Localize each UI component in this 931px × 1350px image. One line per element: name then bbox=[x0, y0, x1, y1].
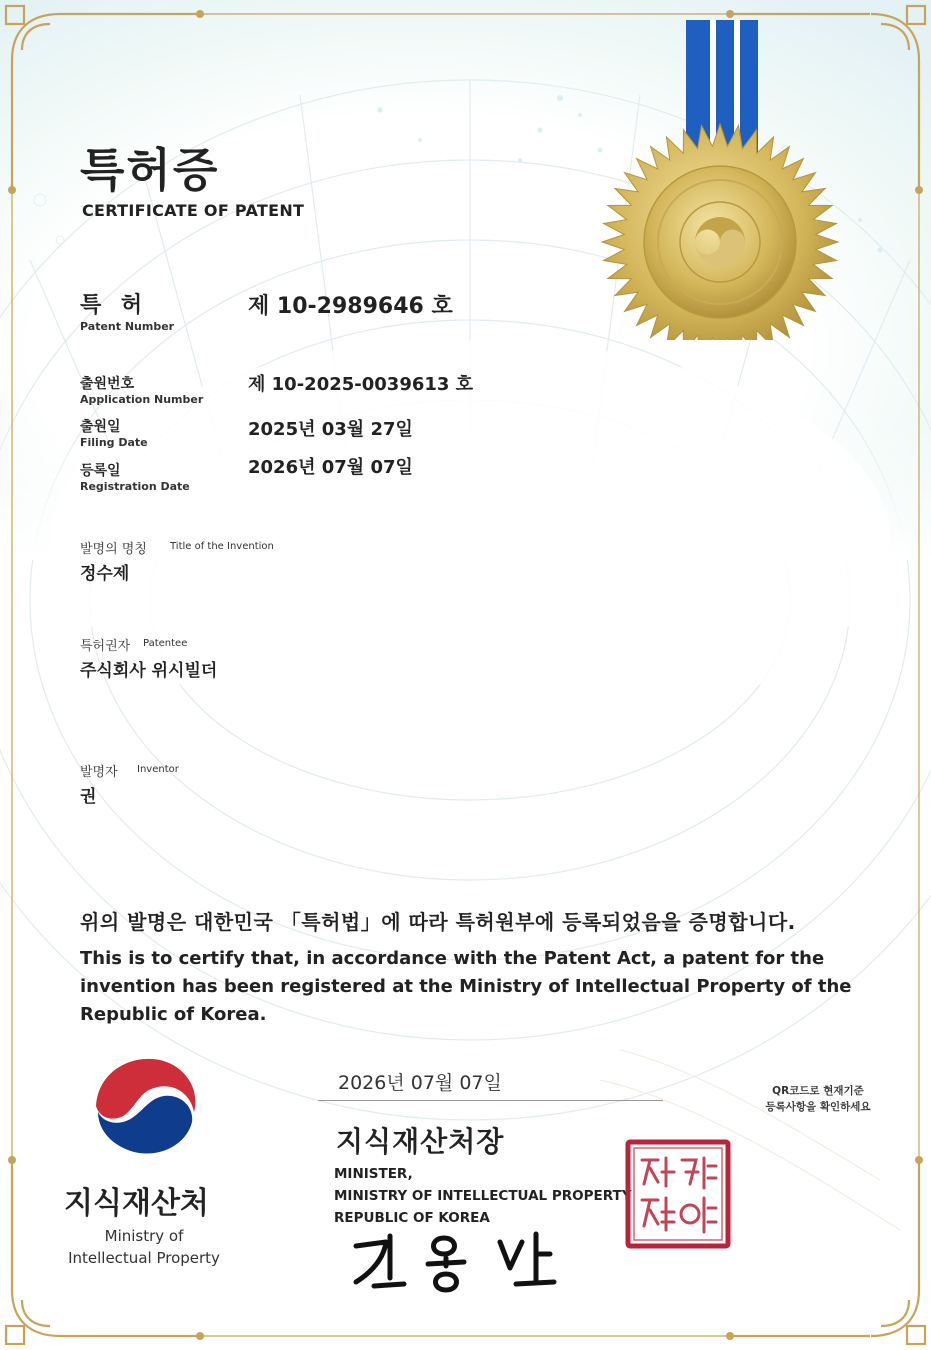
application-number-value: 제 10-2025-0039613 호 bbox=[248, 374, 474, 395]
commissioner-title-ko: 지식재산처장 bbox=[336, 1125, 505, 1158]
registration-date-value: 2026년 07월 07일 bbox=[248, 457, 413, 478]
filing-date-label-en: Filing Date bbox=[80, 436, 148, 449]
inventor-label-en: Inventor bbox=[137, 764, 179, 775]
qr-note-line: 등록사항을 확인하세요 bbox=[765, 1101, 871, 1113]
invention-title-label-en: Title of the Invention bbox=[170, 541, 274, 552]
patentee-value: 주식회사 위시빌더 bbox=[80, 661, 218, 681]
qr-note-line: QR코드로 현재기준 bbox=[772, 1085, 864, 1097]
certification-statement-en: This is to certify that, in accordance with the Patent Act, a patent for the invention has been registered at the Ministry of Intellectual Property of the Republic of Korea. bbox=[80, 948, 852, 1025]
agency-name-en-line: Intellectual Property bbox=[68, 1249, 220, 1267]
certification-statement-ko: 위의 발명은 대한민국 「특허법」에 따라 특허원부에 등록되었음을 증명합니다. bbox=[80, 910, 796, 934]
patentee-label-en: Patentee bbox=[143, 638, 188, 649]
taegeuk-emblem-icon bbox=[86, 1050, 202, 1160]
patentee-label-ko: 특허권자 bbox=[80, 639, 131, 654]
minister-line: REPUBLIC OF KOREA bbox=[334, 1210, 490, 1226]
invention-title-value: 정수제 bbox=[80, 564, 130, 584]
issuance-date: 2026년 07월 07일 bbox=[338, 1072, 502, 1094]
agency-name-ko: 지식재산처 bbox=[64, 1186, 209, 1221]
application-number-label-ko: 출원번호 bbox=[80, 376, 135, 392]
inventor-value: 권 bbox=[80, 787, 97, 807]
issuance-date-divider bbox=[318, 1100, 663, 1101]
patent-number-value: 제 10-2989646 호 bbox=[248, 294, 453, 319]
registration-date-label-en: Registration Date bbox=[80, 480, 190, 493]
patent-number-label-ko: 특 허 bbox=[80, 293, 149, 318]
certificate-title-en: CERTIFICATE OF PATENT bbox=[82, 201, 305, 220]
minister-line: MINISTRY OF INTELLECTUAL PROPERTY bbox=[334, 1188, 632, 1204]
application-number-label-en: Application Number bbox=[80, 393, 204, 406]
inventor-label-ko: 발명자 bbox=[80, 765, 118, 780]
qr-code-note bbox=[748, 1083, 888, 1115]
agency-name-en-line: Ministry of bbox=[104, 1227, 184, 1245]
minister-line: MINISTER, bbox=[334, 1166, 413, 1182]
minister-signature bbox=[350, 1228, 580, 1298]
patent-number-label-en: Patent Number bbox=[80, 320, 175, 333]
gold-seal-medal-icon bbox=[600, 20, 840, 340]
filing-date-value: 2025년 03월 27일 bbox=[248, 419, 413, 440]
agency-name-en bbox=[55, 1225, 233, 1269]
certificate-title-ko: 특허증 bbox=[80, 143, 220, 197]
minister-title-en bbox=[334, 1163, 632, 1229]
filing-date-label-ko: 출원일 bbox=[80, 419, 121, 435]
official-red-seal-icon bbox=[624, 1138, 732, 1250]
invention-title-label-ko: 발명의 명칭 bbox=[80, 542, 147, 557]
registration-date-label-ko: 등록일 bbox=[80, 463, 121, 479]
